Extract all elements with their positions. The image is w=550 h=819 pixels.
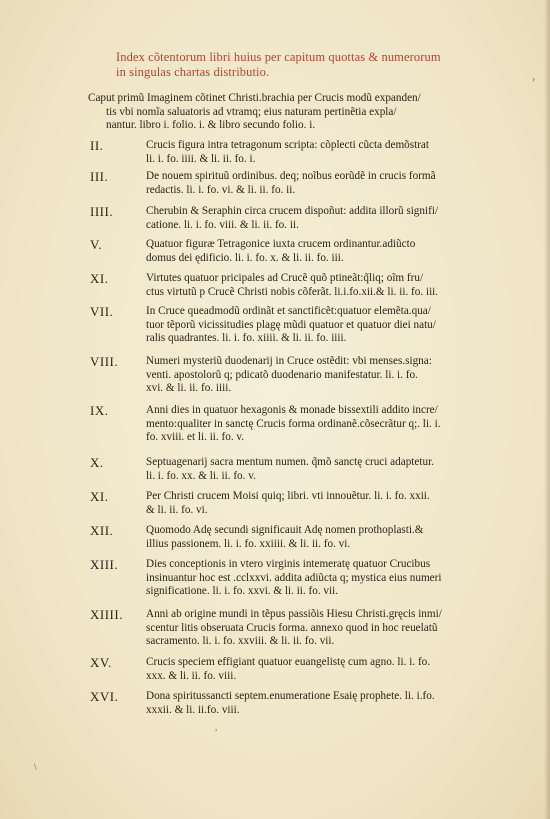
entry-line: insinuantur hoc est .cclxxvi. addita adiũcta q; mystica eius numeri xyxy=(146,571,442,584)
entry-number: III. xyxy=(90,169,109,184)
entry-line: domus dei ędificio. li. i. fo. x. & li. ii. fo. iii. xyxy=(146,251,344,264)
entry-number: X. xyxy=(90,455,104,470)
entry-number: VIII. xyxy=(90,354,119,369)
entry-number: XIII. xyxy=(90,557,119,572)
entry-line: xxxii. & li. ii.fo. viii. xyxy=(146,703,240,716)
entry-line: Dona spiritussancti septem.enumeratione Esaię prophete. li. i.fo. xyxy=(146,690,435,702)
page-edge-shadow xyxy=(544,0,550,819)
entry-line: xxx. & li. ii. fo. viii. xyxy=(146,669,237,682)
entry-line: Septuagenarij sacra mentum numen. q̃mõ sanctę cruci adaptetur. xyxy=(146,456,434,468)
entry-number: XI. xyxy=(90,489,109,504)
entry-number: XIIII. xyxy=(90,607,123,622)
entry-number: XVI. xyxy=(90,689,119,704)
entry-line: In Cruce queadmodũ ordinãt et sanctificẽt:quatuor elemẽta.qua/ xyxy=(146,305,431,317)
entry-number: V. xyxy=(90,237,102,252)
entry-line: tuor tẽporũ vicissitudies plagę mũdi quatuor et quatuor diei natu/ xyxy=(146,318,436,331)
entry-line: tis vbi nomĩa saluatoris ad vtramq; eius naturam pertinẽtia expla/ xyxy=(106,105,397,118)
entry-line: Crucis figura intra tetragonum scripta: cõplecti cũcta demõstrat xyxy=(146,139,430,151)
entry-line: scentur litis obseruata Crucis forma. annexo quod in hoc reuelatũ xyxy=(146,621,438,634)
entry-number: XII. xyxy=(90,523,114,538)
entry-number: XV. xyxy=(90,655,112,670)
entry-line: Numeri mysteriũ duodenarij in Cruce ostẽdit: vbi menses.signa: xyxy=(146,355,432,367)
entry-line: mento:qualiter in sanctę Crucis forma ordinanẽ.cõsecrãtur q;. li. i. xyxy=(146,417,441,430)
entry-line: Quatuor figuræ Tetragonice iuxta crucem ordinantur.adiũcto xyxy=(146,238,416,250)
entry-line: li. i. fo. xx. & li. ii. fo. v. xyxy=(146,469,256,482)
margin-mark: › xyxy=(532,74,535,84)
entry-line: & li. ii. fo. vi. xyxy=(146,503,208,516)
entry-number: IIII. xyxy=(90,204,114,219)
entry-line: Cherubin & Seraphin circa crucem dispoñut: addita illorũ signifi/ xyxy=(146,205,439,217)
entry-line: redactis. li. i. fo. vi. & li. ii. fo. ii. xyxy=(146,183,296,196)
entry-line: Per Christi crucem Moisi quiq; libri. vti innouẽtur. li. i. fo. xxii. xyxy=(146,490,430,502)
entry-number: IX. xyxy=(90,403,109,418)
entry-line: Crucis speciem effigiant quatuor euangelistę cum agno. li. i. fo. xyxy=(146,656,431,668)
entry-line: illius passionem. li. i. fo. xxiiii. & li. ii. fo. vi. xyxy=(146,537,351,550)
entry-line: Dies conceptionis in vtero virginis intemeratę quatuor Crucibus xyxy=(146,558,431,570)
entry-line: venti. apostolorũ q; pdicatõ duodenario manifestatur. li. i. fo. xyxy=(146,368,418,381)
entry-line: sacramento. li. i. fo. xxviii. & li. ii. fo. vii. xyxy=(146,635,335,648)
entry-line: catione. li. i. fo. viii. & li. ii. fo. ii. xyxy=(146,218,299,231)
entry-number: XI. xyxy=(90,271,109,286)
entry-line: Anni ab origine mundi in tẽpus passiõis Hiesu Christi.gręcis inmi/ xyxy=(146,608,442,620)
entry-line: xvi. & li. ii. fo. iiii. xyxy=(146,382,232,395)
entry-number: VII. xyxy=(90,304,114,319)
entry-line: li. i. fo. iiii. & li. ii. fo. i. xyxy=(146,152,256,165)
margin-mark: \ xyxy=(34,762,37,772)
heading-line-1: Index cõtentorum libri huius per capitum quottas & numerorum xyxy=(116,50,441,64)
entry-line: fo. xviii. et li. ii. fo. v. xyxy=(146,431,245,444)
entry-line: Caput primũ Imaginem cõtinet Christi.brachia per Crucis modũ expanden/ xyxy=(88,92,421,104)
entry-line: Virtutes quatuor pricipales ad Crucẽ quõ ptineãt:q̃liq; oĩm fru/ xyxy=(146,272,424,284)
margin-mark: , xyxy=(215,722,218,732)
index-heading xyxy=(116,50,516,80)
entry-line: nantur. libro i. folio. i. & libro secundo folio. i. xyxy=(106,119,316,132)
entry-number: II. xyxy=(90,138,104,153)
entry-line: Quomodo Adę secundi significauit Adę nomen prothoplasti.& xyxy=(146,524,424,536)
entry-line: De nouem spirituũ ordinibus. deq; noĩbus eorũdẽ in crucis formã xyxy=(146,170,436,182)
entry-line: ralis quadrantes. li. i. fo. xiiii. & li. ii. fo. iiii. xyxy=(146,332,347,345)
entry-line: significatione. li. i. fo. xxvi. & li. ii. fo. vii. xyxy=(146,585,339,598)
entry-line: Anni dies in quatuor hexagonis & monade bissextili addito incre/ xyxy=(146,404,438,416)
entry-line: ctus virtutũ p Crucẽ Christi nobis cõferãt. li.i.fo.xii.& li. ii. fo. iii. xyxy=(146,285,439,298)
heading-line-2: in singulas chartas distributio. xyxy=(116,65,270,79)
